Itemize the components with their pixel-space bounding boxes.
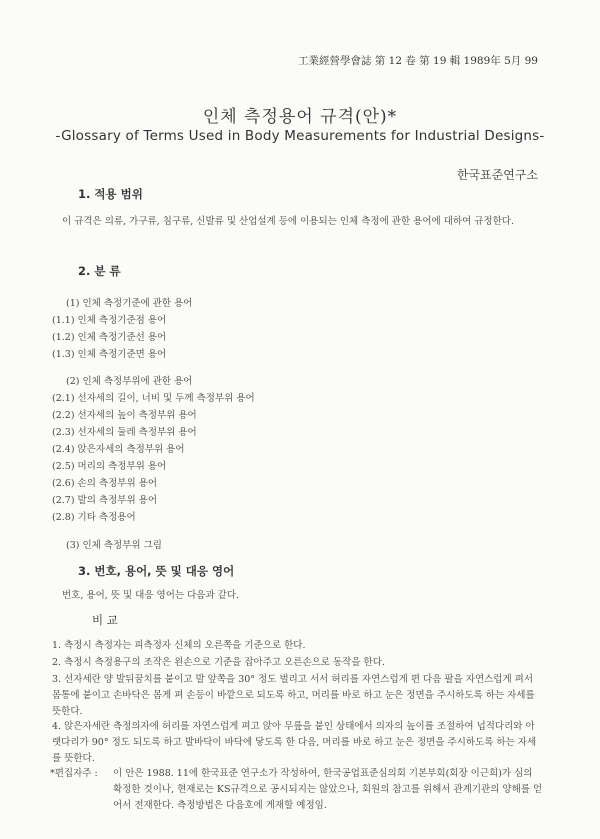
list-item: (3) 인체 측정부위 그림 [66,540,162,551]
section3-body: 번호, 용어, 뜻 및 대응 영어는 다음과 같다. [62,590,240,601]
section1-body: 이 규격은 의류, 가구류, 침구류, 신발류 및 산업설계 등에 이용되는 인체 측정에 관한 용어에 대하여 규정한다. [62,216,514,227]
remark-item: 1. 측정시 측정자는 피측정자 신체의 오른쪽을 기준으로 한다. [52,640,306,651]
list-item: (1) 인체 측정기준에 관한 용어 [66,298,193,309]
section3-heading: 3. 번호, 용어, 뜻 및 대응 영어 [78,564,235,578]
section2-heading: 2. 분 류 [78,264,121,278]
list-item: (1.1) 인체 측정기준점 용어 [52,315,167,326]
list-item: (2.4) 앉은자세의 측정부위 용어 [52,444,185,455]
author-organization: 한국표준연구소 [456,168,538,182]
list-item: (2.3) 선자세의 둘레 측정부위 용어 [52,427,197,438]
list-item: (2.6) 손의 측정부위 용어 [52,478,157,489]
list-item: (1.2) 인체 측정기준선 용어 [52,332,167,343]
remark-item: 3. 선자세란 양 발뒤꿈치를 붙이고 발 앞쪽을 30° 정도 벌리고 서서 허리를 자연스럽게 편 다음 팔을 자연스럽게 펴서 몸통에 붙이고 손바닥은 몸게 펴 손등이 바깥으로 되도록 하고, 머리를 바로 하고 눈은 정면을 주시하도록 하는 자세를 뜻한다. [52,674,535,717]
journal-citation: 工業經營學會誌 第 12 卷 第 19 輯 1989年 5月 99 [297,55,538,67]
list-item: (1.3) 인체 측정기준면 용어 [52,349,167,360]
remark-item: 2. 측정시 측정용구의 조작은 왼손으로 기준을 잡아주고 오른손으로 동작을 한다. [52,657,385,668]
list-item: (2.1) 선자세의 길이, 너비 및 두께 측정부위 용어 [52,393,255,404]
remarks-heading: 비 교 [92,613,118,627]
list-item: (2.8) 기타 측정용어 [52,512,136,523]
list-item: (2) 인체 측정부위에 관한 용어 [66,376,193,387]
title-english: -Glossary of Terms Used in Body Measurements for Industrial Designs- [55,128,545,144]
list-item: (2.2) 선자세의 높이 측정부위 용어 [52,410,197,421]
footnote-label: *편집자주 : [50,768,98,779]
footnote-text: 이 안은 1988. 11에 한국표준 연구소가 작성하여, 한국공업표준심의회 기본부회(회장 이근희)가 심의 확정한 것이나, 현재로는 KS규격으로 공시되지는 않았으나, 회원의 참고를 위해서 관계기관의 양해를 얻어서 전재한다. 측정방법은 다음호에 게재할 예정임. [113,768,543,811]
remark-item: 4. 앉은자세란 측정의자에 허리를 자연스럽게 펴고 앉아 무릎을 붙인 상태에서 의자의 높이를 조절하여 넙적다리와 아랫다리가 90° 정도 되도록 하고 발바닥이 바닥에 닿도록 한 다음, 머리를 바로 하고 눈은 정면을 주시하도록 하는 자세를 뜻한다. [52,721,537,764]
list-item: (2.5) 머리의 측정부위 용어 [52,461,167,472]
list-item: (2.7) 발의 측정부위 용어 [52,495,157,506]
section1-heading: 1. 적용 범위 [78,187,143,201]
title-korean: 인체 측정용어 규격(안)* [202,107,398,127]
